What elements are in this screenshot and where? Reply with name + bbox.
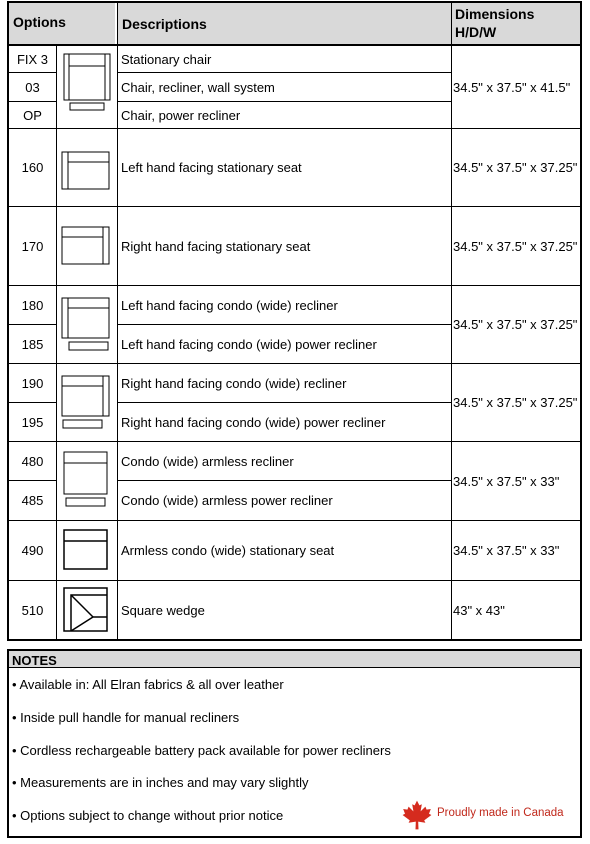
option-code: 185 [21,336,44,352]
description: Armless condo (wide) stationary seat [121,543,335,558]
description: Square wedge [121,602,205,618]
header-dimensions-line2: H/D/W [455,24,497,40]
square-wedge-icon [63,587,109,633]
description: Right hand facing condo (wide) power recliner [121,414,386,430]
option-code: 195 [21,414,44,430]
notes-border-right [580,649,582,838]
table-border-bottom [7,639,582,641]
right-seat-icon [61,226,111,266]
left-seat-icon [61,151,111,191]
maple-leaf-icon [402,800,432,830]
dimension-value: 34.5" x 37.5" x 37.25" [453,238,578,254]
description: Chair, power recliner [121,107,241,123]
column-divider-2 [117,1,118,640]
header-options-label: Options [13,14,66,30]
header-options [9,2,115,44]
notes-border-left [7,649,9,838]
note-item: • Options subject to change without prior notice [12,808,284,823]
chair-icon [63,53,111,113]
description: Stationary chair [121,51,212,67]
header-dimensions [451,2,580,44]
option-code: 480 [21,453,44,469]
note-item: • Measurements are in inches and may vary slightly [12,775,309,790]
dimension-value: 34.5" x 37.5" x 37.25" [453,160,578,175]
option-code: 180 [21,297,44,313]
right-recliner-icon [61,375,111,431]
notes-border-bottom [7,836,582,838]
header-descriptions-label: Descriptions [122,16,207,32]
option-code: 485 [21,493,44,508]
table-border-top [7,1,582,3]
description: Condo (wide) armless recliner [121,453,294,469]
dimension-value: 34.5" x 37.5" x 37.25" [453,317,578,332]
dimension-value: 34.5" x 37.5" x 41.5" [453,79,571,95]
note-item: • Available in: All Elran fabrics & all over leather [12,677,284,692]
left-recliner-icon [61,297,111,353]
notes-title: NOTES [12,653,57,668]
option-code: 03 [25,79,40,95]
made-in-canada-text: Proudly made in Canada [437,807,564,819]
description: Condo (wide) armless power recliner [121,493,333,508]
armless-seat-icon [63,529,109,571]
notes-header-bg [9,651,580,667]
column-divider-3 [451,1,452,640]
option-code: 190 [21,375,44,391]
option-code: 160 [21,160,44,175]
option-code: 490 [21,543,44,558]
description: Left hand facing condo (wide) recliner [121,297,338,313]
description: Left hand facing condo (wide) power recliner [121,336,377,352]
note-item: • Cordless rechargeable battery pack available for power recliners [12,743,391,758]
notes-header-line [9,667,580,668]
dimension-value: 34.5" x 37.5" x 33" [453,543,560,558]
table-border-right [580,1,582,641]
dimension-value: 34.5" x 37.5" x 37.25" [453,395,578,410]
dimension-value: 43" x 43" [453,602,505,618]
option-code: 510 [21,602,44,618]
option-code: 170 [21,238,44,254]
header-descriptions [118,2,451,44]
column-divider-1 [56,44,57,640]
option-code: FIX 3 [16,51,49,67]
dimension-value: 34.5" x 37.5" x 33" [453,473,560,489]
option-code: OP [23,107,42,123]
description: Right hand facing condo (wide) recliner [121,375,347,391]
description: Right hand facing stationary seat [121,238,311,254]
description: Left hand facing stationary seat [121,160,302,175]
description: Chair, recliner, wall system [121,79,275,95]
armless-recliner-icon [63,451,109,509]
note-item: • Inside pull handle for manual recliners [12,710,240,725]
header-dimensions-line1: Dimensions [455,6,535,22]
